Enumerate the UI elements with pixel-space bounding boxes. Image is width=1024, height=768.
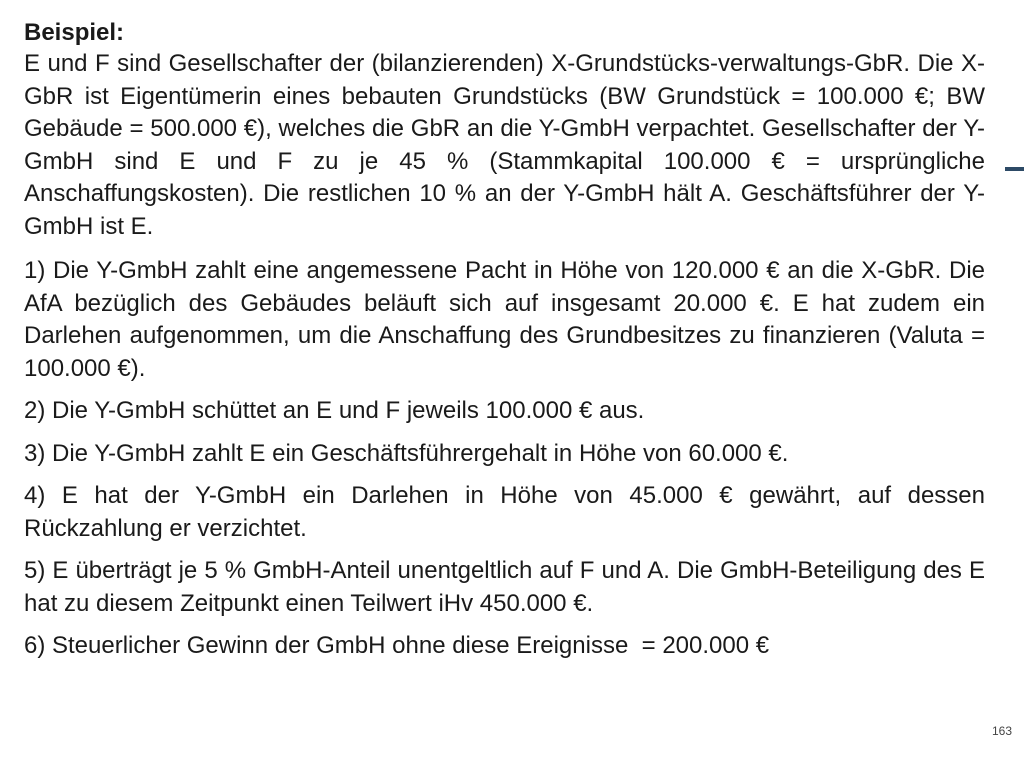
page-number: 163 xyxy=(991,724,1012,738)
item-2-paragraph: 2) Die Y-GmbH schüttet an E und F jeweils 100.000 € aus. xyxy=(24,397,645,424)
intro-paragraph: E und F sind Gesellschafter der (bilanzierenden) X-Grundstücks-verwaltungs-GbR. Die X-GbR ist Eigentümerin eines bebauten Grundstücks (BW Grundstück = 100.000 €; BW Gebäude = 500.000 €), welches die GbR an die Y-GmbH verpachtet. Gesellschafter der Y-GmbH sind E und F zu je 45 % (Stammkapital 100.000 € = ursprüngliche Anschaffungskosten). Die restlichen 10 % an der Y-GmbH hält A. Geschäftsführer der Y-GmbH ist E. xyxy=(24,50,985,240)
item-6-paragraph: 6) Steuerlicher Gewinn der GmbH ohne diese Ereignisse = 200.000 € xyxy=(24,632,770,659)
item-1-paragraph: 1) Die Y-GmbH zahlt eine angemessene Pacht in Höhe von 120.000 € an die X-GbR. Die AfA bezüglich des Gebäudes beläuft sich auf insgesamt 20.000 €. E hat zudem ein Darlehen aufgenommen, um die Anschaffung des Grundbesitzes zu finanzieren (Valuta = 100.000 €). xyxy=(24,257,985,382)
slide-content xyxy=(24,18,985,673)
item-5-paragraph: 5) E überträgt je 5 % GmbH-Anteil unentgeltlich auf F und A. Die GmbH-Beteiligung des E hat zu diesem Zeitpunkt einen Teilwert iHv 450.000 €. xyxy=(24,557,985,617)
item-3-paragraph: 3) Die Y-GmbH zahlt E ein Geschäftsführergehalt in Höhe von 60.000 €. xyxy=(24,439,789,467)
example-heading: Beispiel: xyxy=(24,19,125,46)
item-4-paragraph: 4) E hat der Y-GmbH ein Darlehen in Höhe von 45.000 € gewährt, auf dessen Rückzahlung er verzichtet. xyxy=(24,482,985,542)
accent-bar xyxy=(1005,167,1024,171)
